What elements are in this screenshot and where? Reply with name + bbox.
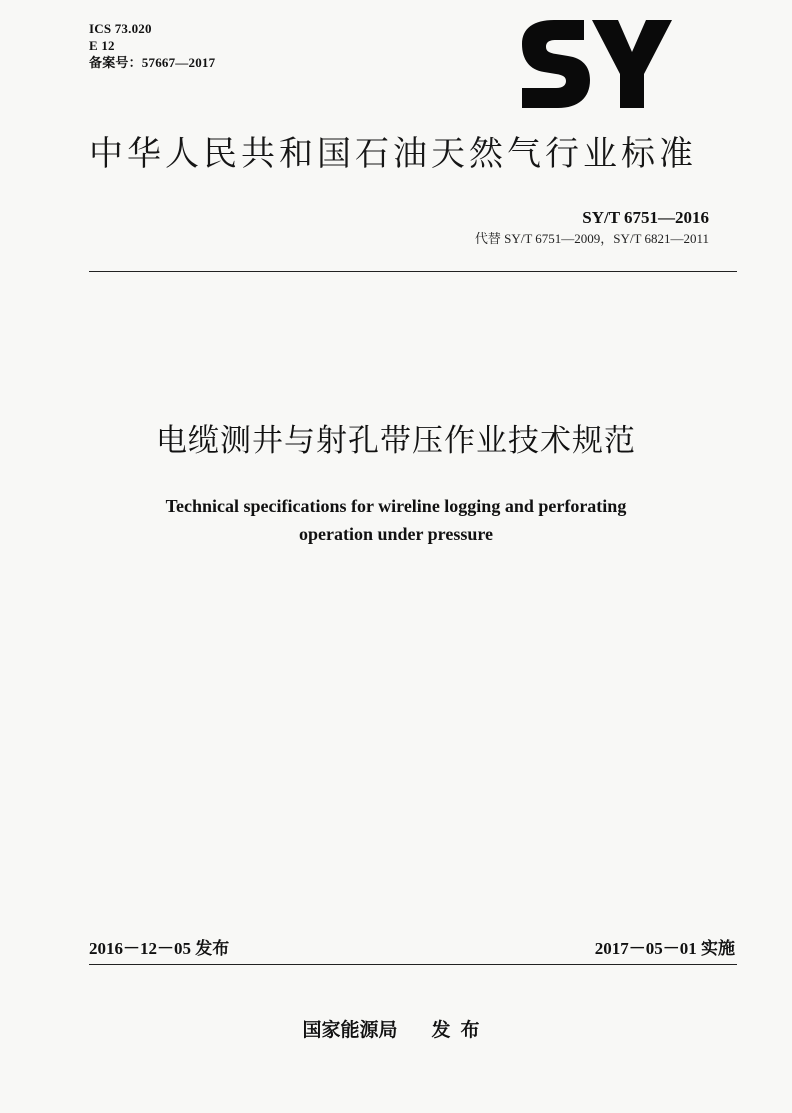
industry-standard-heading: 中华人民共和国石油天然气行业标准 [89,134,697,174]
header-divider [89,271,737,272]
issue-date: 2016－12－05 发布 [89,939,230,958]
filing-number: 备案号：57667—2017 [89,55,216,70]
category-code: E 12 [89,38,115,53]
footer-divider [89,964,737,965]
publish-action: 发布 [431,1019,490,1041]
english-title [0,492,792,548]
chinese-title: 电缆测井与射孔带压作业技术规范 [156,423,636,459]
sy-logo [518,18,674,120]
classification-block [89,20,215,71]
publisher-name: 国家能源局 [302,1019,398,1041]
replaces-standards: 代替 SY/T 6751—2009，SY/T 6821—2011 [474,231,709,246]
ics-code: ICS 73.020 [89,21,152,36]
sy-logo-mark [518,18,674,120]
publisher-line [0,1016,792,1044]
english-title-line-1: Technical specifications for wireline logging and perforating [165,496,627,516]
implementation-date: 2017－05－01 实施 [594,939,735,958]
english-title-line-2: operation under pressure [298,524,494,544]
standard-number: SY/T 6751—2016 [582,208,709,227]
